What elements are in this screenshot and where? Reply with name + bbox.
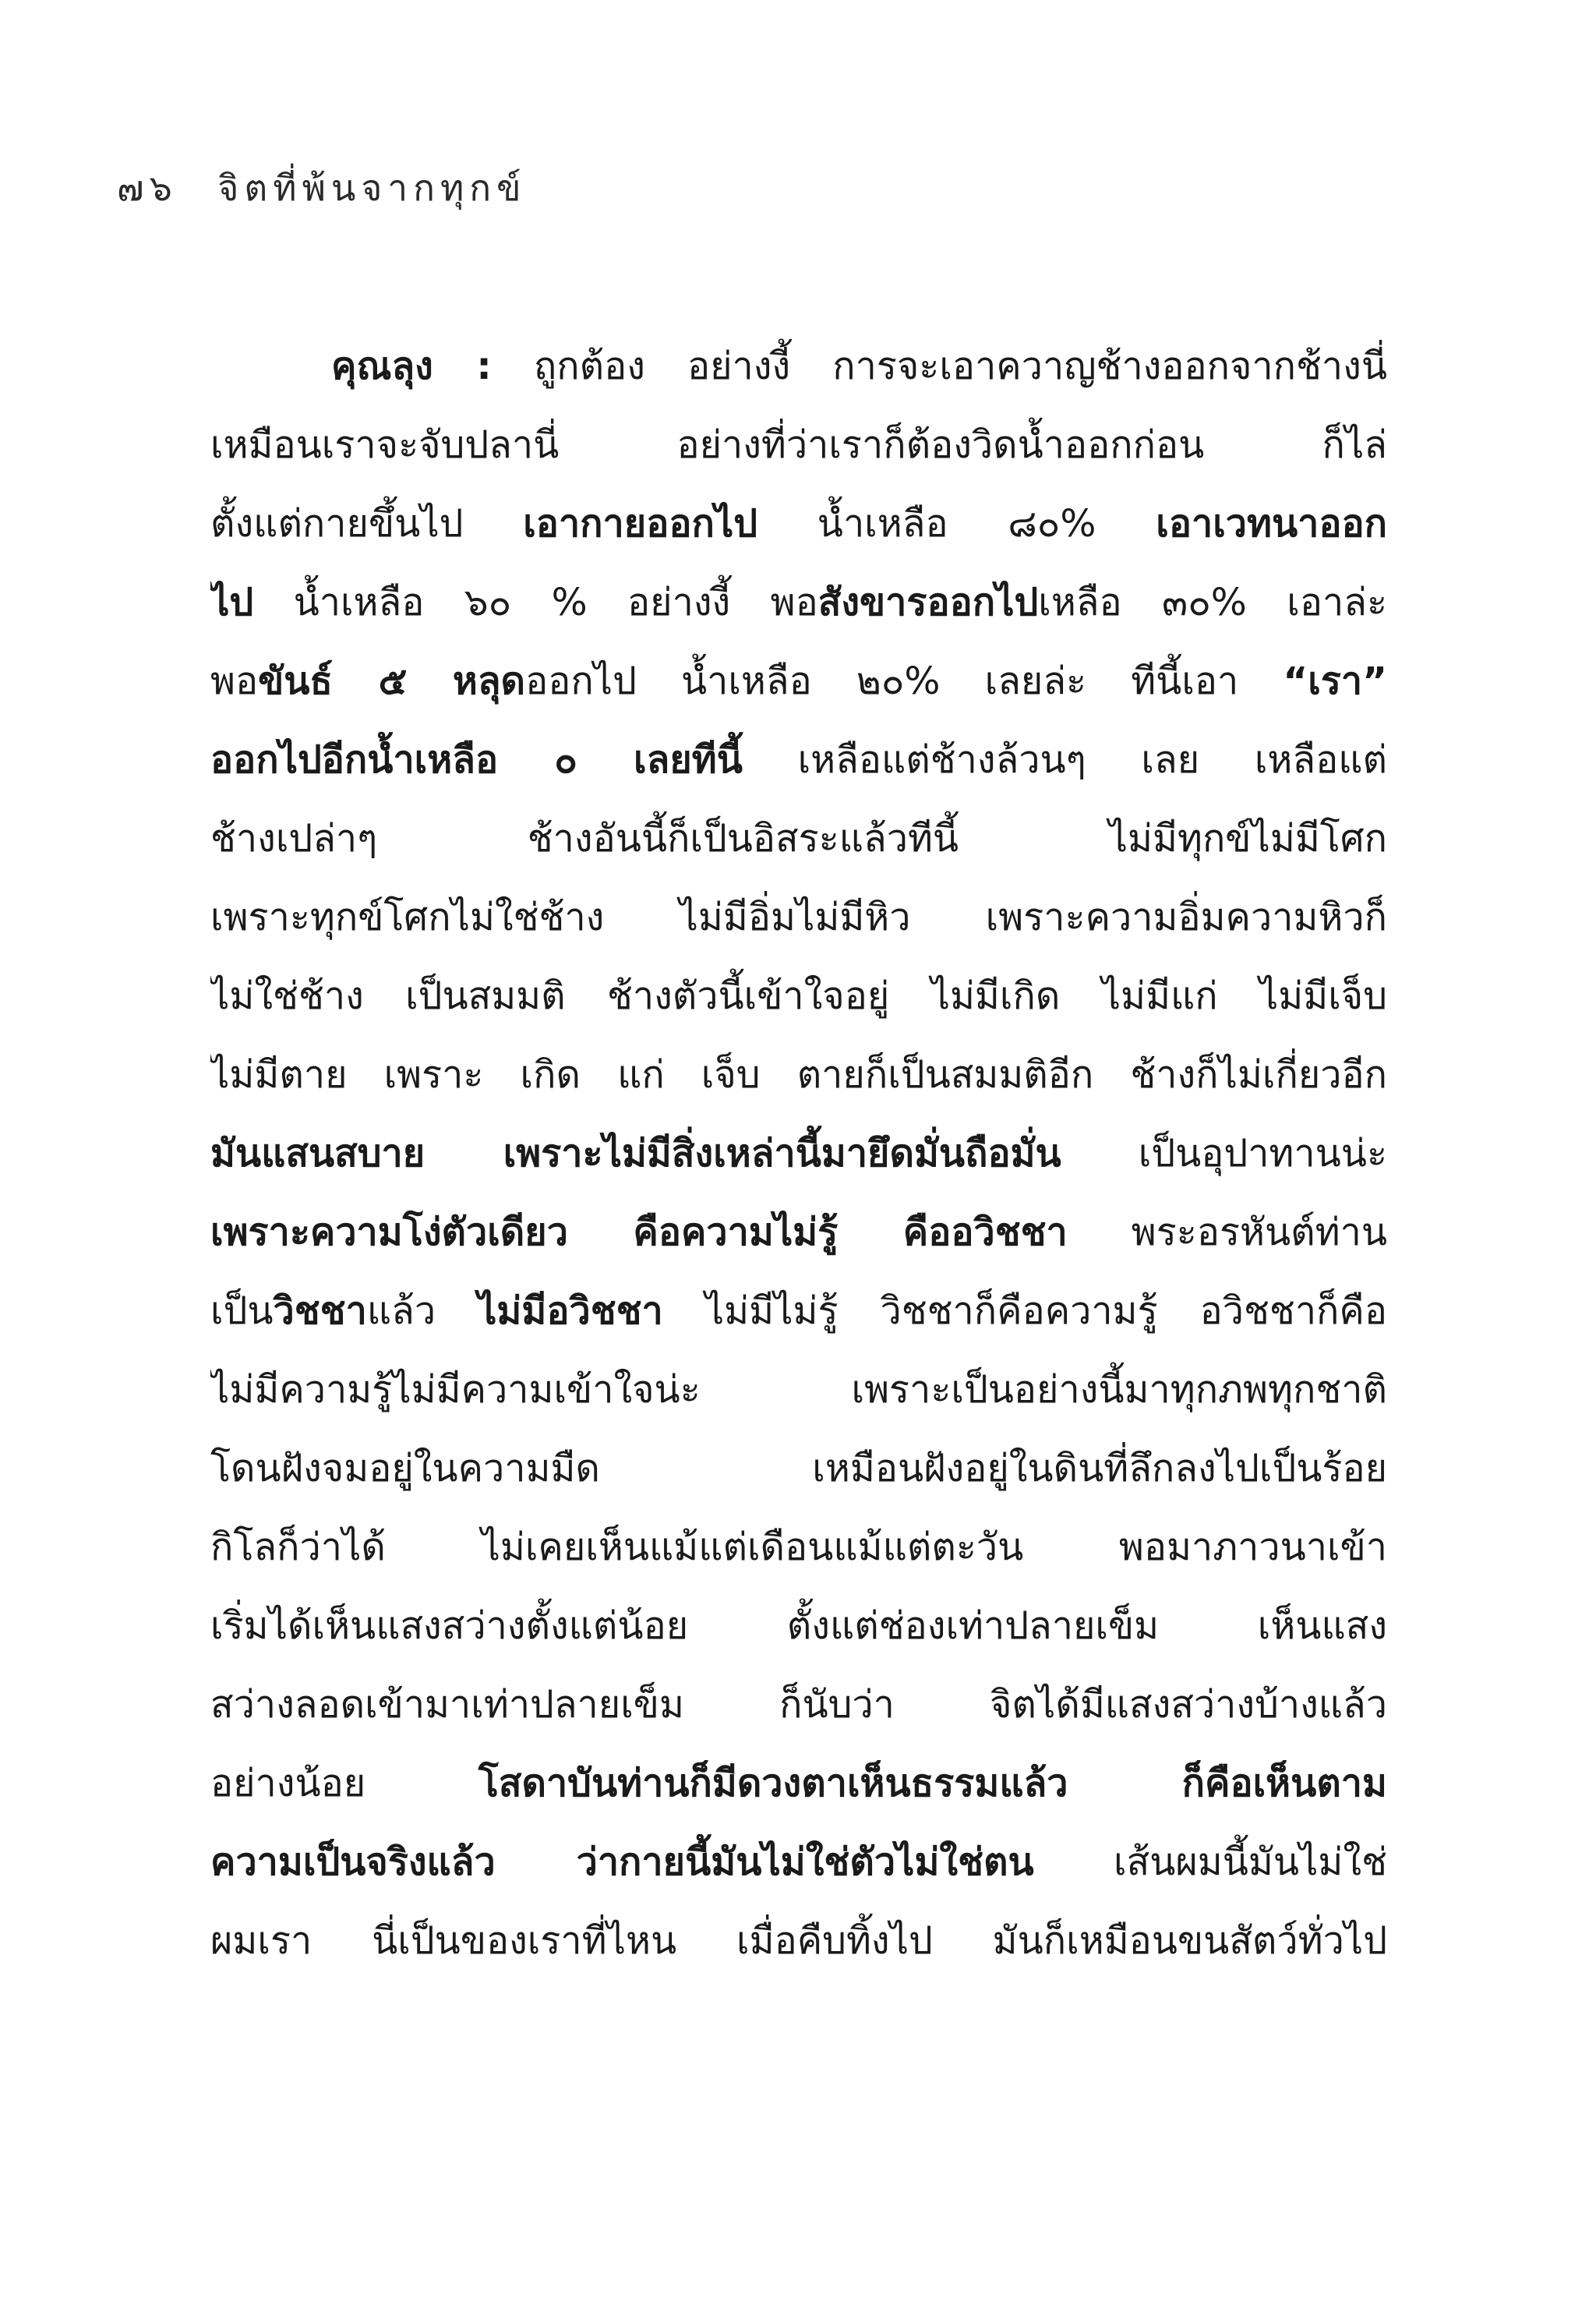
text-line [210,1430,1387,1508]
text-line [210,1745,1387,1823]
text-line [210,642,1387,721]
text-run: เหมือนเราจะจับปลานี่ อย่างที่ว่าเราก็ต้องวิดน้ำออกก่อน ก็ไล่ [210,423,1387,467]
text-run: น้ำเหลือ ๘๐% [757,502,1156,546]
text-run: เป็นอุปาทานน่ะ [1061,1132,1387,1175]
text-run: พระอรหันต์ท่าน [1067,1211,1387,1254]
text-run: เพราะทุกข์โศกไม่ใช่ช้าง ไม่มีอิ่มไม่มีหิว เพราะความอิ่มความหิวก็ [210,896,1387,939]
text-line [210,327,1387,406]
text-line [210,564,1387,642]
bold-text-run: มันแสนสบาย เพราะไม่มีสิ่งเหล่านี้มายึดมั่นถือมั่น [210,1132,1061,1175]
bold-text-run: ไป [210,581,254,624]
text-line [210,1508,1387,1587]
text-run: น้ำเหลือ ๖๐ % อย่างงี้ พอ [253,581,818,624]
text-run: เริ่มได้เห็นแสงสว่างตั้งแต่น้อย ตั้งแต่ช่องเท่าปลายเข็ม เห็นแสง [210,1604,1387,1648]
text-run: ผมเรา นี่เป็นของเราที่ไหน เมื่อคืบทิ้งไป มันก็เหมือนขนสัตว์ทั่วไป [210,1919,1387,1963]
text-line [210,800,1387,878]
text-line [210,406,1387,485]
bold-text-run: ออกไปอีกน้ำเหลือ ๐ เลยทีนี้ [210,738,743,782]
body-paragraph [210,327,1387,1981]
bold-text-run: เอาเวทนาออก [1156,502,1387,546]
bold-text-run: ไม่มีอวิชชา [478,1289,663,1333]
text-run: เส้นผมนี้มันไม่ใช่ [1033,1840,1387,1884]
bold-text-run: เอากายออกไป [523,502,757,546]
bold-text-run: “เรา” [1283,659,1387,703]
text-line [210,485,1387,564]
text-run: สว่างลอดเข้ามาเท่าปลายเข็ม ก็นับว่า จิตได้มีแสงสว่างบ้างแล้ว [210,1683,1387,1727]
text-line [210,1823,1387,1902]
text-run: เหลือ ๓๐% เอาล่ะ [1038,581,1387,624]
text-run: ถูกต้อง อย่างงี้ การจะเอาควาญช้างออกจากช้างนี่ [491,345,1387,388]
page-number: ๗๖ [117,167,178,209]
text-run: พอ [210,659,259,703]
bold-text-run: โสดาบันท่านก็มีดวงตาเห็นธรรมแล้ว ก็คือเห็นตาม [478,1762,1387,1805]
bold-text-run: เพราะความโง่ตัวเดียว คือความไม่รู้ คืออวิชชา [210,1211,1068,1254]
text-run: เหลือแต่ช้างล้วนๆ เลย เหลือแต่ [742,738,1387,782]
text-run: ตั้งแต่กายขึ้นไป [210,502,524,546]
text-run: ออกไป น้ำเหลือ ๒๐% เลยล่ะ ทีนี้เอา [525,659,1284,703]
text-line [210,1272,1387,1351]
text-line [210,1351,1387,1430]
bold-text-run: วิชชา [273,1289,367,1333]
text-run: ไม่มีไม่รู้ วิชชาก็คือความรู้ อวิชชาก็คือ [662,1289,1387,1333]
text-run: แล้ว [366,1289,478,1333]
text-line [210,1036,1387,1115]
text-line [210,1193,1387,1272]
text-line [210,1902,1387,1981]
text-line [210,721,1387,800]
running-header [117,160,527,217]
text-run: เป็น [210,1289,274,1333]
text-run: โดนฝังจมอยู่ในความมืด เหมือนฝังอยู่ในดินที่ลึกลงไปเป็นร้อย [210,1447,1387,1490]
text-run: ไม่มีความรู้ไม่มีความเข้าใจน่ะ เพราะเป็นอย่างนี้มาทุกภพทุกชาติ [210,1368,1387,1412]
bold-text-run: สังขารออกไป [817,581,1039,624]
bold-text-run: ขันธ์ ๕ หลุด [258,659,526,703]
text-line [210,1587,1387,1666]
book-title: จิตที่พ้นจากทุกข์ [217,167,527,209]
text-line [210,878,1387,957]
bold-text-run: ความเป็นจริงแล้ว ว่ากายนี้มันไม่ใช่ตัวไม่ใช่ตน [210,1840,1034,1884]
text-run: อย่างน้อย [210,1762,478,1805]
text-run: ช้างเปล่าๆ ช้างอันนี้ก็เป็นอิสระแล้วทีนี้ ไม่มีทุกข์ไม่มีโศก [210,817,1387,861]
text-line [210,957,1387,1036]
text-run: ไม่ใช่ช้าง เป็นสมมติ ช้างตัวนี้เข้าใจอยู่ ไม่มีเกิด ไม่มีแก่ ไม่มีเจ็บ [210,974,1387,1018]
bold-text-run: คุณลุง : [331,345,492,388]
text-run: ไม่มีตาย เพราะ เกิด แก่ เจ็บ ตายก็เป็นสมมติอีก ช้างก็ไม่เกี่ยวอีก [210,1053,1387,1097]
text-line [210,1115,1387,1193]
text-run: กิโลก็ว่าได้ ไม่เคยเห็นแม้แต่เดือนแม้แต่ตะวัน พอมาภาวนาเข้า [210,1525,1387,1569]
text-line [210,1666,1387,1745]
